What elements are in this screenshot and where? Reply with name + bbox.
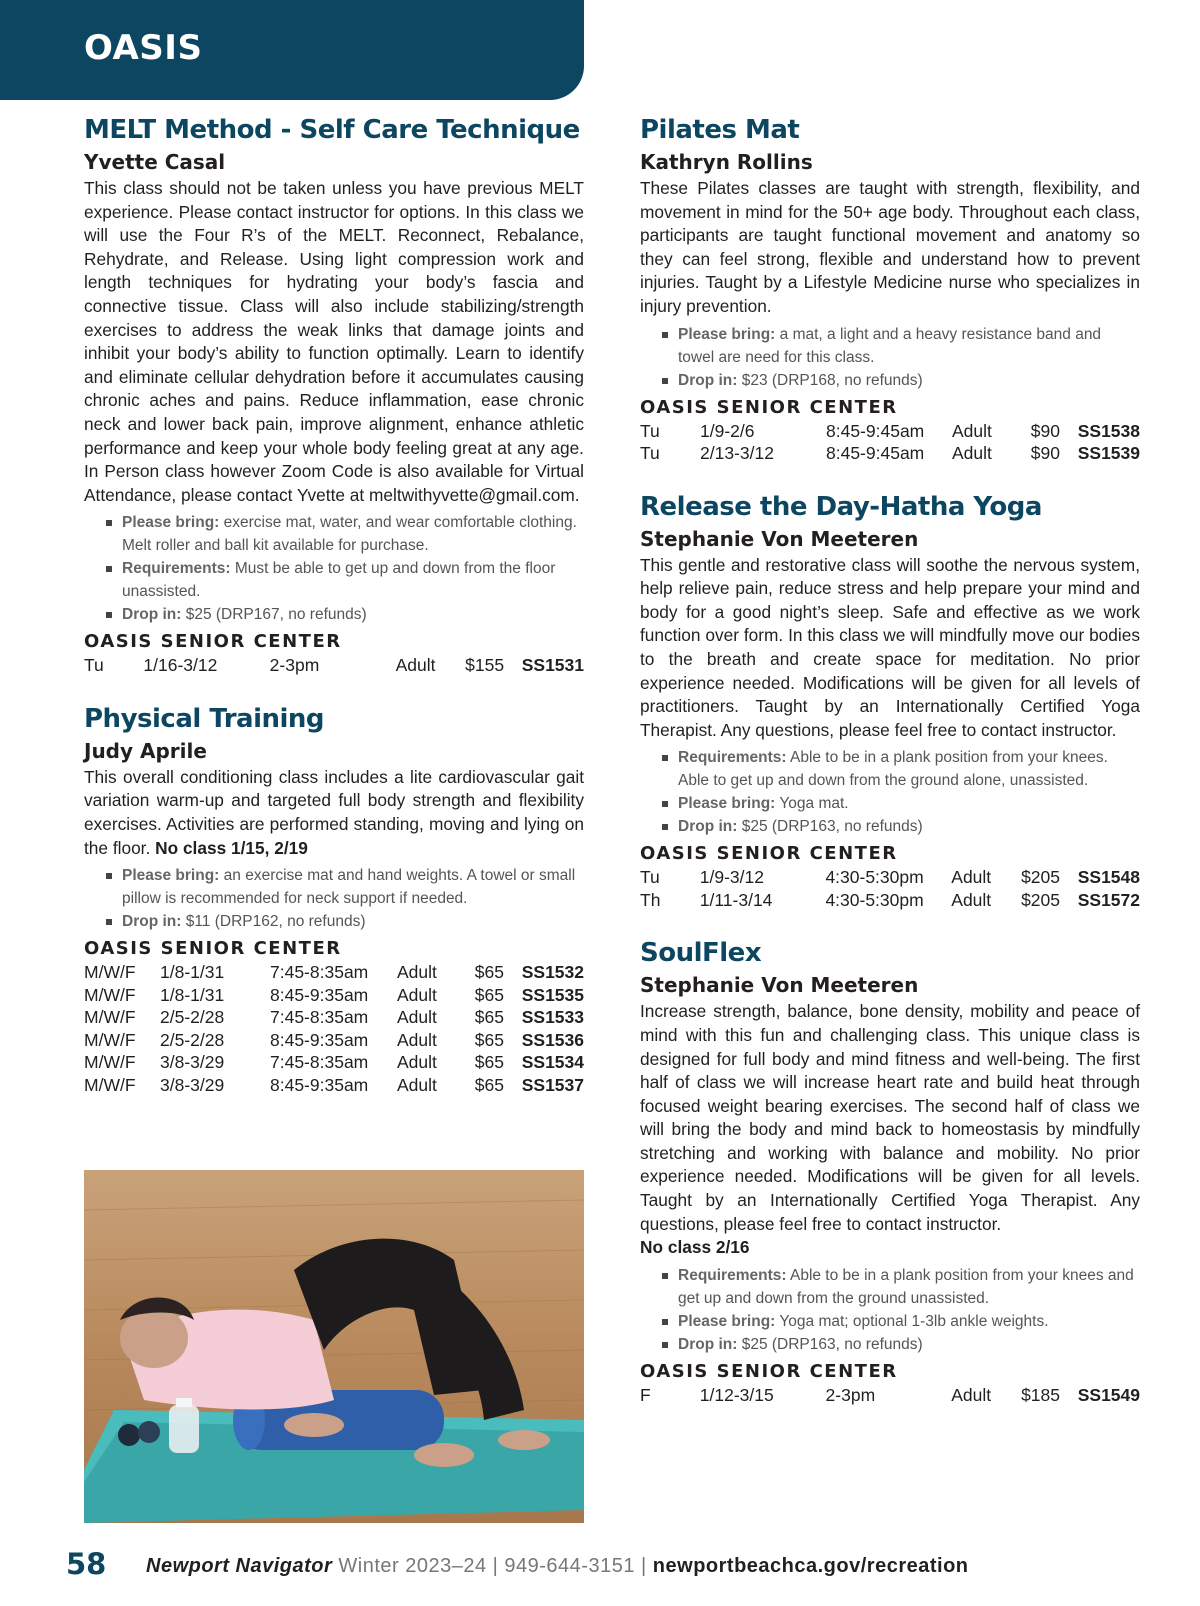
schedule-table: [84, 961, 584, 1096]
detail-item: Drop in: $11 (DRP162, no refunds): [122, 910, 584, 933]
table-row: Th 1/11-3/14 4:30-5:30pm Adult $205 SS1572: [640, 889, 1140, 910]
instructor-name: Yvette Casal: [84, 150, 226, 174]
detail-item: Please bring: exercise mat, water, and wear comfortable clothing. Melt roller and ball kit available for purchase.: [122, 511, 584, 557]
detail-item: Please bring: Yoga mat; optional 1-3lb ankle weights.: [678, 1310, 1140, 1333]
instructor-name: Judy Aprile: [84, 738, 207, 763]
yoga-photo: [84, 1170, 584, 1523]
table-row: M/W/F 2/5-2/28 7:45-8:35am Adult $65 SS1533: [84, 1007, 584, 1028]
detail-item: Drop in: $25 (DRP163, no refunds): [678, 815, 1140, 838]
class-title: MELT Method - Self Care Technique: [84, 115, 580, 145]
class-title: Pilates Mat: [640, 115, 800, 145]
separator: |: [641, 1555, 647, 1577]
venue-heading: OASIS SENIOR CENTER: [84, 938, 342, 960]
separator: |: [492, 1555, 499, 1577]
detail-item: Drop in: $23 (DRP168, no refunds): [678, 369, 1140, 392]
detail-list: [640, 746, 1140, 838]
detail-item: Requirements: Able to be in a plank position from your knees. Able to get up and down from the ground alone, unassisted.: [678, 746, 1140, 792]
class-description: These Pilates classes are taught with strength, flexibility, and movement in mind for the 50+ age body. Throughout each class, participants are taught functional movement and anatomy so they can feel strong, flexible and understand how to prevent injuries. Taught by a Lifestyle Medicine nurse who specializes in injury prevention.: [640, 178, 1140, 316]
instructor-name: Stephanie Von Meeteren: [640, 973, 919, 998]
detail-list: [640, 323, 1140, 392]
detail-list: [84, 511, 584, 626]
detail-item: Please bring: Yoga mat.: [678, 792, 1140, 815]
table-row: M/W/F 3/8-3/29 7:45-8:35am Adult $65 SS1534: [84, 1052, 584, 1073]
table-row: M/W/F 1/8-1/31 8:45-9:35am Adult $65 SS1535: [84, 984, 584, 1005]
detail-item: Please bring: an exercise mat and hand weights. A towel or small pillow is recommended for neck support if needed.: [122, 864, 584, 910]
class-description: This gentle and restorative class will soothe the nervous system, help relieve pain, reduce stress and help prepare your mind and body for a good night’s sleep. Safe and effective as we work function over form. In this class we will mindfully move our bodies to the breath and create space for meditation. No prior experience needed. Modifications will be given for all levels of practitioners. Taught by an Internationally Certified Yoga Therapist. Any questions, please feel free to contact instructor.: [640, 554, 1140, 740]
detail-item: Drop in: $25 (DRP163, no refunds): [678, 1333, 1140, 1356]
class-description: Increase strength, balance, bone density, mobility and peace of mind with this fun and challenging class. This unique class is designed for full body and mind fitness and well-being. The first half of class we will increase heart rate and build heat through focused weight bearing exercises. The second half of class we will bring the body and mind back to homeostasis by mindfully stretching and working with balance and mobility. No prior experience needed. Modifications will be given for all levels. Taught by an Internationally Certified Yoga Therapist. Any questions, please feel free to contact instructor.: [640, 1001, 1140, 1234]
detail-item: Please bring: a mat, a light and a heavy resistance band and towel are need for this class.: [678, 323, 1140, 369]
class-title: Physical Training: [84, 703, 325, 734]
website-link[interactable]: newportbeachca.gov/recreation: [652, 1555, 969, 1577]
class-description: This overall conditioning class includes a lite cardiovascular gait variation warm-up and targeted full body strength and flexibility exercises. Activities are performed standing, moving and lying on the floor. No class 1/15, 2/19: [84, 766, 584, 858]
class-title: SoulFlex: [640, 938, 762, 969]
schedule-table: [640, 1384, 1140, 1407]
venue-heading: OASIS SENIOR CENTER: [640, 843, 898, 865]
class-melt: [84, 112, 584, 677]
table-row: M/W/F 2/5-2/28 8:45-9:35am Adult $65 SS1536: [84, 1029, 584, 1050]
detail-item: Requirements: Able to be in a plank position from your knees and get up and down from the ground unassisted.: [678, 1264, 1140, 1310]
table-row: Tu 1/16-3/12 2-3pm Adult $155 SS1531: [84, 655, 584, 676]
class-soulflex: [640, 935, 1140, 1406]
table-row: M/W/F 3/8-3/29 8:45-9:35am Adult $65 SS1537: [84, 1074, 584, 1095]
page-number: 58: [66, 1547, 107, 1581]
instructor-name: Stephanie Von Meeteren: [640, 526, 919, 551]
right-column: [640, 112, 1140, 1430]
venue-heading: OASIS SENIOR CENTER: [640, 1360, 898, 1382]
class-description: This class should not be taken unless you have previous MELT experience. Please contact instructor for options. In this class we will use the Four R’s of the MELT. Reconnect, Rebalance, Rehydrate, and Release. Using light compression work and length techniques for hydrating your body’s fascia and connective tissue. Class will also include stabilizing/strength exercises to address the weak links that damage joints and inhibit your body’s ability to function optimally. Learn to identify and eliminate cellular dehydration before it accumulates causing chronic aches and pains. Reduce inflammation, ease chronic neck and lower back pain, improve alignment, enhance athletic performance and keep your whole body feeling great at any age. In Person class however Zoom Code is also available for Virtual Attendance, please contact Yvette at meltwithyvette@gmail.com.: [84, 178, 584, 505]
detail-list: [640, 1264, 1140, 1356]
left-column: [84, 112, 584, 1120]
class-physical-training: [84, 701, 584, 1096]
schedule-table: [640, 420, 1140, 465]
class-title: Release the Day-Hatha Yoga: [640, 491, 1042, 522]
detail-list: [84, 864, 584, 933]
schedule-table: [84, 654, 584, 677]
detail-item: Drop in: $25 (DRP167, no refunds): [122, 603, 584, 626]
table-row: F 1/12-3/15 2-3pm Adult $185 SS1549: [640, 1384, 1140, 1405]
instructor-name: Kathryn Rollins: [640, 150, 813, 174]
venue-heading: OASIS SENIOR CENTER: [640, 396, 898, 418]
class-hatha-yoga: [640, 489, 1140, 912]
no-class-note: No class 2/16: [640, 1237, 750, 1258]
detail-item: Requirements: Must be able to get up and down from the floor unassisted.: [122, 557, 584, 603]
season: Winter 2023–24: [338, 1555, 487, 1577]
woman-on-foam-roller-image: [84, 1170, 584, 1523]
page-section-title: OASIS: [84, 28, 203, 68]
schedule-table: [640, 866, 1140, 911]
phone-number: 949-644-3151: [504, 1555, 635, 1577]
table-row: Tu 1/9-2/6 8:45-9:45am Adult $90 SS1538: [640, 420, 1140, 441]
table-row: M/W/F 1/8-1/31 7:45-8:35am Adult $65 SS1532: [84, 962, 584, 983]
publication-name: Newport Navigator: [146, 1555, 333, 1577]
no-class-note: No class 1/15, 2/19: [155, 837, 308, 858]
table-row: Tu 2/13-3/12 8:45-9:45am Adult $90 SS1539: [640, 443, 1140, 464]
class-pilates-mat: [640, 112, 1140, 465]
table-row: Tu 1/9-3/12 4:30-5:30pm Adult $205 SS1548: [640, 867, 1140, 888]
footer: [146, 1555, 969, 1578]
venue-heading: OASIS SENIOR CENTER: [84, 631, 342, 653]
